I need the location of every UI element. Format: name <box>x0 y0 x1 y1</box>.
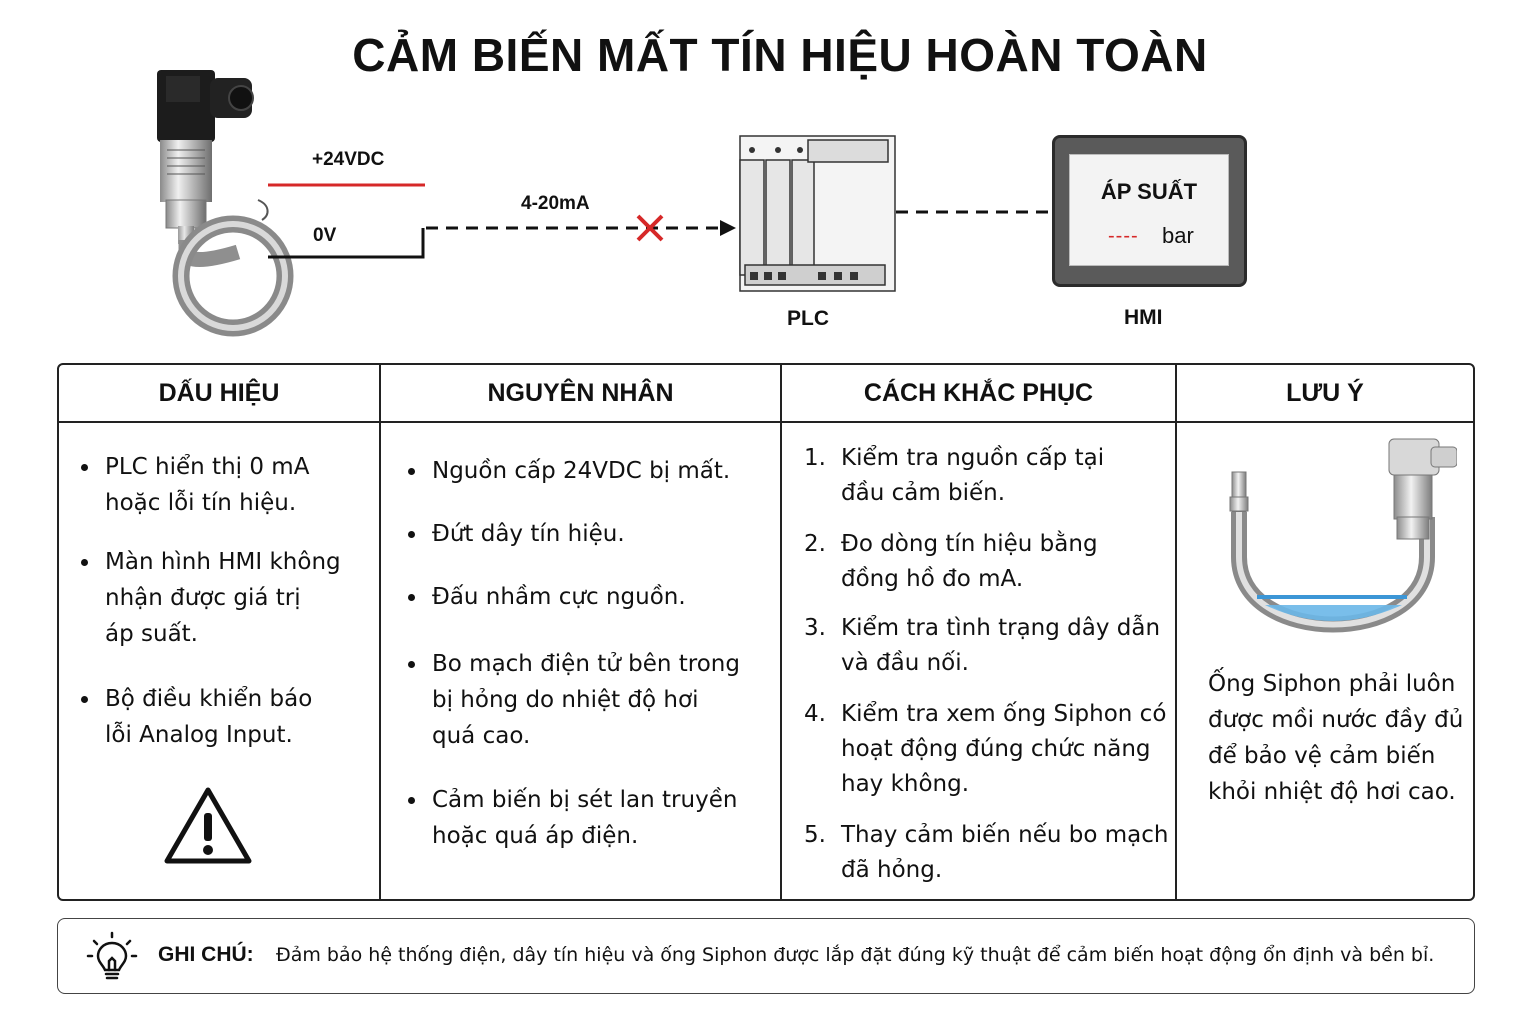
list-item: 1. Kiểm tra nguồn cấp tại đầu cảm biến. <box>804 445 1105 506</box>
column-header: CÁCH KHẮC PHỤC <box>782 365 1175 423</box>
list-item: PLC hiển thị 0 mA hoặc lỗi tín hiệu. <box>59 449 309 521</box>
hmi-unit: bar <box>1162 223 1194 248</box>
list-item: 4. Kiểm tra xem ống Siphon có hoạt động đúng chức năng hay không. <box>804 701 1167 797</box>
siphon-sensor-icon <box>1227 437 1457 647</box>
diagram-graphics <box>0 0 1536 350</box>
signal-fault-icon <box>638 216 662 240</box>
hmi-panel <box>1052 135 1247 287</box>
column-fixes <box>780 365 1175 899</box>
warning-icon <box>162 785 254 867</box>
ground-label: 0V <box>313 225 337 246</box>
list-item: Cảm biến bị sét lan truyền hoặc quá áp điện. <box>386 782 737 854</box>
signal-label: 4-20mA <box>521 193 590 214</box>
hmi-screen <box>1069 154 1229 266</box>
pressure-sensor-icon <box>157 70 285 328</box>
list-item: 5. Thay cảm biến nếu bo mạch đã hỏng. <box>804 822 1169 883</box>
list-item: Màn hình HMI không nhận được giá trị áp suất. <box>59 544 341 652</box>
footer-text: Đảm bảo hệ thống điện, dây tín hiệu và ống Siphon được lắp đặt đúng kỹ thuật để cảm biến hoạt động ổn định và bền bỉ. <box>276 944 1435 966</box>
wiring-diagram <box>0 0 1536 350</box>
hmi-value: ---- <box>1108 225 1139 247</box>
column-header: NGUYÊN NHÂN <box>381 365 780 423</box>
list-item: Nguồn cấp 24VDC bị mất. <box>386 453 730 489</box>
power-label: +24VDC <box>312 149 385 170</box>
column-notes <box>1175 365 1473 899</box>
list-item: Đấu nhầm cực nguồn. <box>386 579 686 615</box>
list-item: 3. Kiểm tra tình trạng dây dẫn và đầu nối. <box>804 615 1161 676</box>
hmi-label: HMI <box>1124 306 1163 329</box>
lightbulb-icon <box>86 931 138 983</box>
list-item: 2. Đo dòng tín hiệu bằng đồng hồ đo mA. <box>804 531 1098 592</box>
column-header: DẤU HIỆU <box>59 365 379 423</box>
plc-module-icon <box>740 136 895 291</box>
signal-arrow-icon <box>720 220 736 236</box>
troubleshooting-table <box>57 363 1475 901</box>
ground-wire <box>268 228 423 257</box>
page-title: CẢM BIẾN MẤT TÍN HIỆU HOÀN TOÀN <box>352 29 1208 81</box>
column-symptoms <box>59 365 379 899</box>
list-item: Bo mạch điện tử bên trong bị hỏng do nhiệt độ hơi quá cao. <box>386 646 740 754</box>
list-item: Bộ điều khiển báo lỗi Analog Input. <box>59 681 312 753</box>
list-item: Đứt dây tín hiệu. <box>386 516 625 552</box>
footer-note <box>57 918 1475 994</box>
note-text: Ống Siphon phải luôn được mồi nước đầy đủ để bảo vệ cảm biến khỏi nhiệt độ hơi cao. <box>1208 671 1464 805</box>
column-causes <box>379 365 780 899</box>
plc-label: PLC <box>787 307 829 330</box>
column-header: LƯU Ý <box>1177 365 1473 423</box>
footer-label: GHI CHÚ: <box>158 943 254 966</box>
hmi-screen-title: ÁP SUẤT <box>1100 179 1198 204</box>
